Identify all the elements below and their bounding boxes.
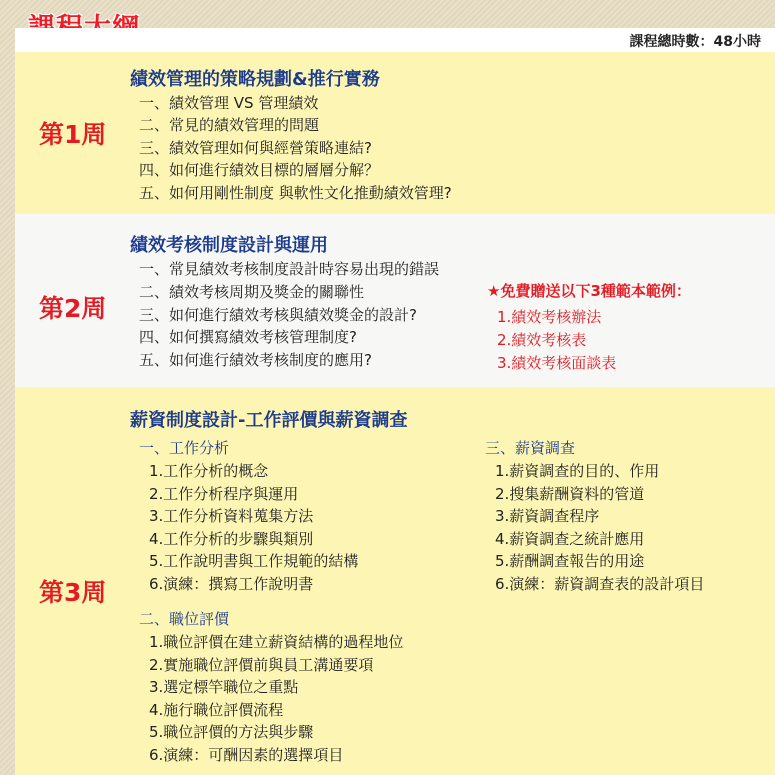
section-items [149, 631, 403, 767]
list-item: 6.演練：可酬因素的選擇項目 [149, 745, 344, 764]
list-item: 2.工作分析程序與運用 [149, 484, 299, 503]
section-job-analysis [139, 437, 358, 596]
week-3-topic: 薪資制度設計-工作評價與薪資調查 [130, 410, 408, 431]
total-hours: 課程總時數：48小時 [629, 34, 761, 50]
list-item: 2.搜集薪酬資料的管道 [495, 484, 645, 503]
list-item: 3.工作分析資料蒐集方法 [149, 507, 314, 526]
list-item: 2.績效考核表 [497, 331, 587, 349]
week-3-label: 第3周 [39, 578, 107, 607]
list-item: 1.職位評價在建立薪資結構的過程地位 [149, 633, 404, 651]
week-1-section [15, 52, 775, 214]
week-2-items [139, 258, 439, 372]
section-title: 一、工作分析 [139, 439, 230, 457]
week-2-label: 第2周 [39, 294, 107, 323]
week-2-topic: 績效考核制度設計與運用 [130, 235, 328, 256]
week-1-items [139, 92, 452, 204]
list-item: 四、如何撰寫績效考核管理制度? [139, 328, 357, 347]
list-item: 4.施行職位評價流程 [149, 700, 284, 719]
list-item: 1.工作分析的概念 [149, 462, 269, 480]
hours-bar [15, 28, 775, 52]
list-item: 3.選定標竿職位之重點 [149, 678, 299, 697]
list-item: 5.職位評價的方法與步驟 [149, 723, 314, 742]
week-2-section [15, 214, 775, 387]
list-item: 4.工作分析的步驟與類別 [149, 529, 314, 548]
week-3-section [15, 387, 775, 775]
section-job-evaluation [139, 608, 403, 767]
list-item: 1.薪資調查的目的、作用 [495, 462, 660, 480]
section-items [149, 460, 358, 596]
list-item: 三、績效管理如何與經營策略連結? [139, 138, 372, 157]
list-item: 三、如何進行績效考核與績效獎金的設計? [139, 305, 417, 324]
list-item: 3.薪資調查程序 [495, 507, 600, 526]
section-title: 二、職位評價 [139, 610, 230, 628]
section-salary-survey [485, 437, 704, 596]
list-item: 二、績效考核周期及獎金的關聯性 [139, 282, 365, 301]
section-items [495, 460, 704, 596]
list-item: 1.績效考核辦法 [497, 308, 602, 326]
bonus-title: ★免費贈送以下3種範本範例： [487, 282, 691, 300]
list-item: 四、如何進行績效目標的層層分解？ [139, 161, 380, 180]
list-item: 6.演練：撰寫工作說明書 [149, 574, 314, 593]
list-item: 一、常見績效考核制度設計時容易出現的錯誤 [139, 260, 440, 278]
list-item: 5.薪酬調查報告的用途 [495, 552, 645, 571]
week-1-topic: 績效管理的策略規劃&推行實務 [130, 69, 380, 90]
week-1-label: 第1周 [39, 120, 107, 149]
list-item: 6.演練：薪資調查表的設計項目 [495, 574, 705, 593]
list-item: 5.工作說明書與工作規範的結構 [149, 552, 359, 571]
list-item: 一、績效管理 VS 管理績效 [139, 94, 319, 112]
bonus-list [497, 306, 691, 375]
list-item: 五、如何用剛性制度 與軟性文化推動績效管理? [139, 183, 452, 202]
list-item: 3.績效考核面談表 [497, 354, 617, 372]
section-title: 三、薪資調查 [485, 439, 576, 457]
list-item: 2.實施職位評價前與員工溝通要項 [149, 655, 374, 674]
bonus-box [487, 280, 691, 375]
list-item: 4.薪資調查之統計應用 [495, 529, 645, 548]
list-item: 五、如何進行績效考核制度的應用? [139, 351, 372, 370]
list-item: 二、常見的績效管理的問題 [139, 116, 320, 135]
